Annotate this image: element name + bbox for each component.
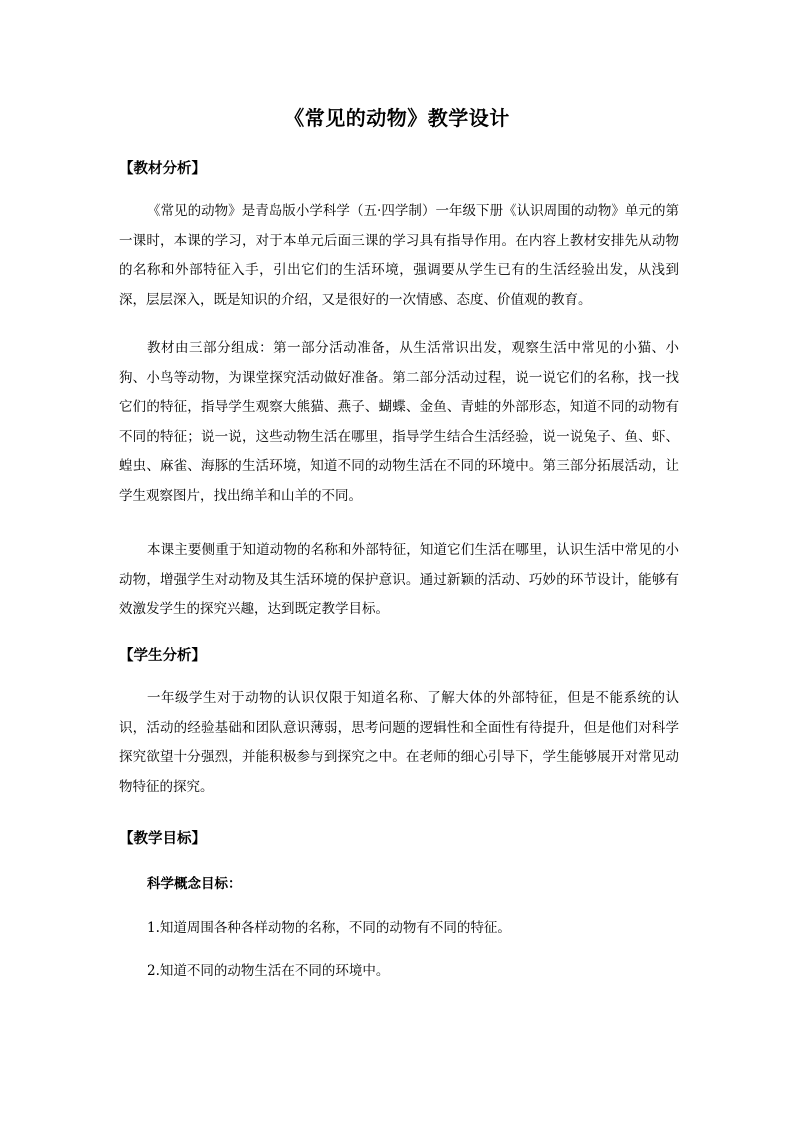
paragraph-student-analysis: 一年级学生对于动物的认识仅限于知道名称、了解大体的外部特征，但是不能系统的认识，活动的经验基础和团队意识薄弱，思考问题的逻辑性和全面性有待提升，但是他们对科学探究欲望十分强烈，并能积极参与到探究之中。在老师的细心引导下，学生能够展开对常见动物特征的探究。 — [119, 690, 679, 795]
goal-item-2: 2.知道不同的动物生活在不同的环境中。 — [147, 963, 390, 979]
section-heading-textbook-analysis: 【教材分析】 — [119, 160, 206, 177]
goal-item-1: 1.知道周围各种各样动物的名称，不同的动物有不同的特征。 — [147, 920, 511, 936]
paragraph-textbook-structure: 教材由三部分组成：第一部分活动准备，从生活常识出发，观察生活中常见的小猫、小狗、小鸟等动物，为课堂探究活动做好准备。第二部分活动过程，说一说它们的名称，找一找它们的特征，指导学生观察大熊猫、燕子、蝴蝶、金鱼、青蛙的外部形态，知道不同的动物有不同的特征；说一说，这些动物生活在哪里，指导学生结合生活经验，说一说兔子、鱼、虾、蝗虫、麻雀、海豚的生活环境，知道不同的动物生活在不同的环境中。第三部分拓展活动，让学生观察图片，找出绵羊和山羊的不同。 — [119, 340, 679, 504]
paragraph-textbook-focus: 本课主要侧重于知道动物的名称和外部特征，知道它们生活在哪里，认识生活中常见的小动物，增强学生对动物及其生活环境的保护意识。通过新颖的活动、巧妙的环节设计，能够有效激发学生的探究兴趣，达到既定教学目标。 — [119, 542, 679, 617]
subheading-science-concept-goals: 科学概念目标： — [147, 876, 242, 892]
document-title: 《常见的动物》教学设计 — [284, 106, 510, 130]
section-heading-teaching-goals: 【教学目标】 — [119, 830, 206, 847]
paragraph-textbook-intro: 《常见的动物》是青岛版小学科学（五·四学制）一年级下册《认识周围的动物》单元的第一课时，本课的学习，对于本单元后面三课的学习具有指导作用。在内容上教材安排先从动物的名称和外部特征入手，引出它们的生活环境，强调要从学生已有的生活经验出发，从浅到深，层层深入，既是知识的介绍，又是很好的一次情感、态度、价值观的教育。 — [119, 203, 679, 308]
section-heading-student-analysis: 【学生分析】 — [119, 647, 206, 664]
